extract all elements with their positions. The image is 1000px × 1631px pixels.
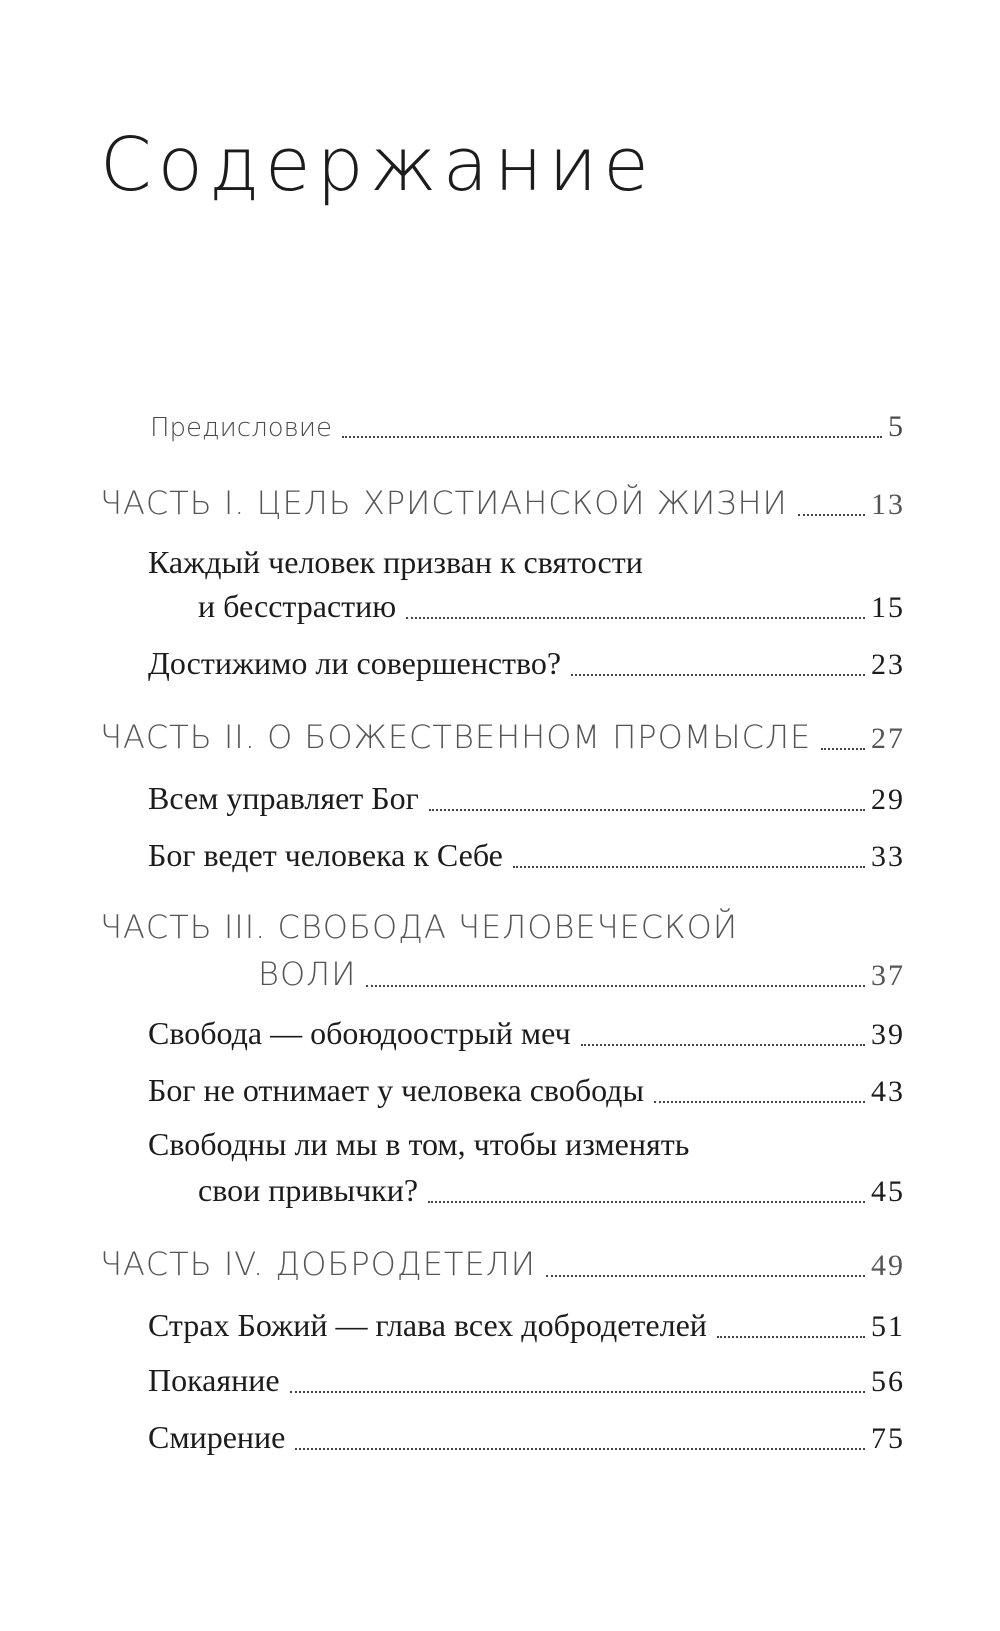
dot-leader — [717, 1336, 865, 1338]
dot-leader — [798, 514, 865, 516]
toc-part-line1[interactable]: ЧАСТЬ III. СВОБОДА ЧЕЛОВЕЧЕСКОЙ — [100, 908, 739, 946]
dot-leader — [295, 1448, 865, 1450]
toc-chapter-1[interactable] — [198, 588, 905, 625]
toc-chapter-label: Бог ведет человека к Себе — [148, 837, 503, 873]
toc-chapter-label: Достижимо ли совершенство? — [148, 645, 562, 681]
toc-entry-label: Предисловие — [150, 413, 332, 443]
toc-part-4[interactable] — [100, 1245, 905, 1283]
dot-leader — [342, 436, 882, 438]
toc-chapter-line1[interactable]: Свободны ли мы в том, чтобы изменять — [148, 1126, 690, 1162]
toc-part-label: ВОЛИ — [258, 955, 357, 993]
toc-page-number: 51 — [871, 1310, 905, 1343]
toc-page-number: 37 — [871, 959, 905, 992]
toc-part-1[interactable] — [100, 484, 905, 522]
toc-part-2[interactable] — [100, 718, 905, 756]
toc-page-number: 27 — [871, 722, 905, 755]
toc-chapter-6[interactable] — [148, 1072, 905, 1109]
toc-page-number: 56 — [871, 1365, 905, 1398]
dot-leader — [366, 985, 865, 987]
toc-part-label: ЧАСТЬ IV. ДОБРОДЕТЕЛИ — [100, 1245, 536, 1283]
toc-page-number: 43 — [871, 1075, 905, 1108]
toc-chapter-8[interactable] — [148, 1307, 905, 1344]
dot-leader — [581, 1044, 865, 1046]
toc-chapter-label: Страх Божий — глава всех добродетелей — [148, 1307, 707, 1343]
toc-entry-preface[interactable] — [150, 410, 905, 444]
toc-chapter-label: Смирение — [148, 1419, 286, 1455]
toc-chapter-10[interactable] — [148, 1419, 905, 1456]
dot-leader — [571, 674, 865, 676]
toc-page-number: 29 — [871, 783, 905, 816]
dot-leader — [406, 617, 865, 619]
toc-chapter-label: Бог не отнимает у человека свободы — [148, 1072, 644, 1108]
toc-page-number: 33 — [871, 840, 905, 873]
dot-leader — [429, 809, 865, 811]
toc-part-label: ЧАСТЬ II. О БОЖЕСТВЕННОМ ПРОМЫСЛЕ — [100, 718, 812, 756]
dot-leader — [654, 1101, 865, 1103]
toc-page-number: 49 — [871, 1249, 905, 1282]
toc-page-number: 5 — [888, 410, 905, 443]
toc-chapter-label: Свобода — обоюдоострый меч — [148, 1015, 571, 1051]
dot-leader — [513, 866, 865, 868]
toc-page-number: 75 — [871, 1422, 905, 1455]
toc-page-number: 23 — [871, 648, 905, 681]
toc-chapter-3[interactable] — [148, 780, 905, 817]
toc-part-label: ЧАСТЬ I. ЦЕЛЬ ХРИСТИАНСКОЙ ЖИЗНИ — [100, 484, 788, 522]
toc-chapter-4[interactable] — [148, 837, 905, 874]
dot-leader — [428, 1201, 865, 1203]
toc-chapter-7[interactable] — [198, 1172, 905, 1209]
toc-chapter-label: свои привычки? — [198, 1172, 419, 1208]
toc-page-number: 45 — [871, 1175, 905, 1208]
dot-leader — [821, 748, 865, 750]
page-title: Содержание — [100, 122, 655, 208]
toc-chapter-label: Покаяние — [148, 1362, 280, 1398]
toc-page-number: 15 — [871, 591, 905, 624]
toc-part-3[interactable] — [258, 955, 905, 993]
toc-chapter-line1[interactable]: Каждый человек призван к святости — [148, 544, 643, 580]
toc-chapter-9[interactable] — [148, 1362, 905, 1399]
toc-page-number: 13 — [871, 488, 905, 521]
toc-chapter-label: и бесстрастию — [198, 588, 397, 624]
toc-page-number: 39 — [871, 1018, 905, 1051]
toc-chapter-label: Всем управляет Бог — [148, 780, 419, 816]
toc-chapter-5[interactable] — [148, 1015, 905, 1052]
dot-leader — [546, 1275, 865, 1277]
dot-leader — [290, 1391, 865, 1393]
toc-chapter-2[interactable] — [148, 645, 905, 682]
